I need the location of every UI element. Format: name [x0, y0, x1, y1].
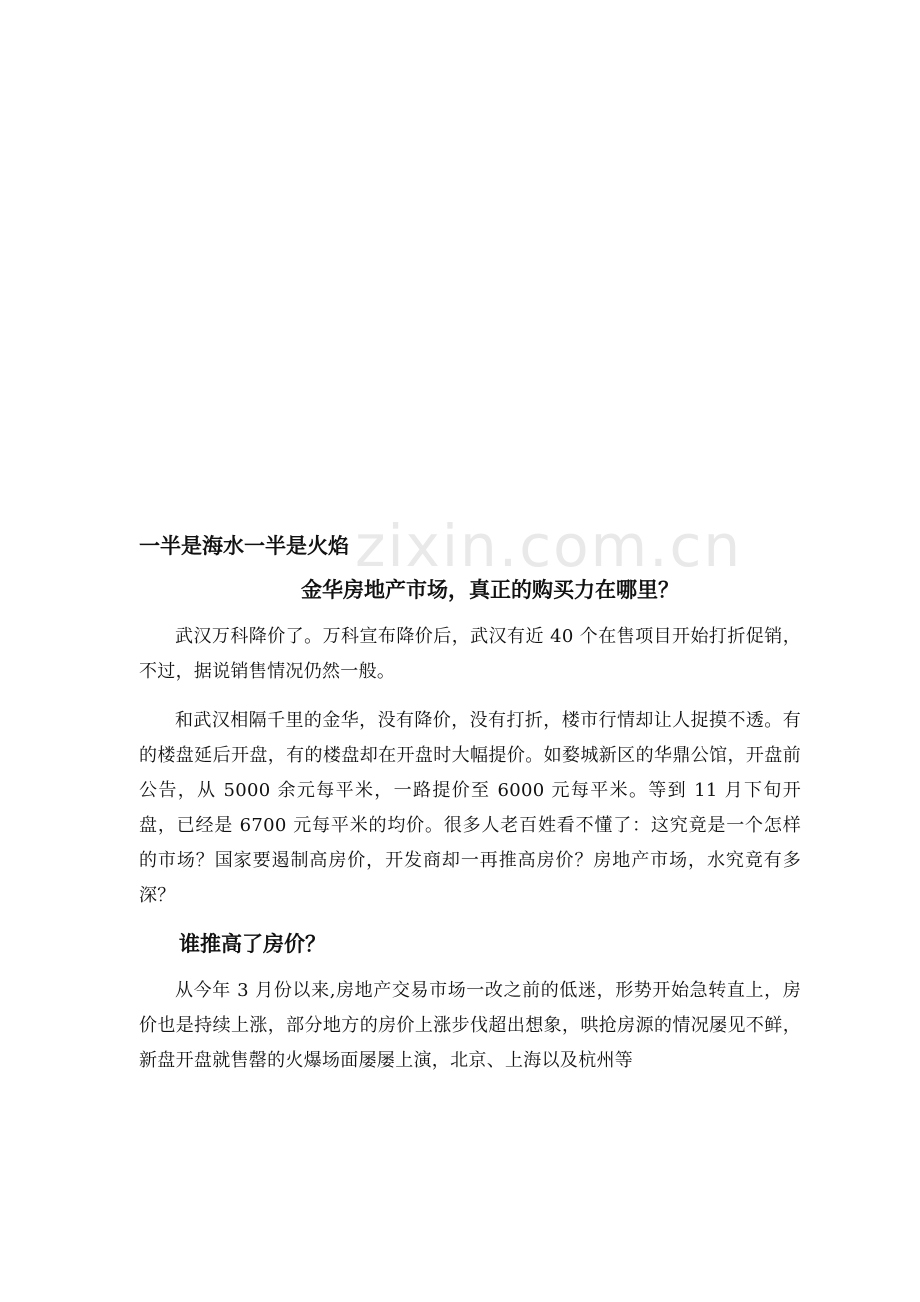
- subheading: 谁推高了房价？: [179, 932, 326, 956]
- section-title: 一半是海水一半是火焰: [139, 534, 349, 558]
- paragraph: 和武汉相隔千里的金华，没有降价，没有打折，楼市行情却让人捉摸不透。有的楼盘延后开盘，有的楼盘却在开盘时大幅提价。如婺城新区的华鼎公馆，开盘前公告，从 5000 余元每平米，一路提价至 6000 元每平米。等到 11 月下旬开盘，已经是 6700 元每平米的均价。很多人老百姓看不懂了：这究竟是一个怎样的市场？国家要遏制高房价，开发商却一再推高房价？房地产市场，水究竟有多深？: [139, 710, 801, 906]
- watermark: zixin.com.cn: [355, 512, 743, 580]
- paragraph: 武汉万科降价了。万科宣布降价后，武汉有近 40 个在售项目开始打折促销，不过，据说销售情况仍然一般。: [139, 626, 801, 682]
- paragraph: 从今年 3 月份以来,房地产交易市场一改之前的低迷，形势开始急转直上，房价也是持续上涨，部分地方的房价上涨步伐超出想象，哄抢房源的情况屡见不鲜，新盘开盘就售罄的火爆场面屡屡上演，北京、上海以及杭州等: [139, 980, 801, 1071]
- article-body: [139, 529, 801, 1078]
- article-title: 金华房地产市场，真正的购买力在哪里？: [301, 578, 679, 602]
